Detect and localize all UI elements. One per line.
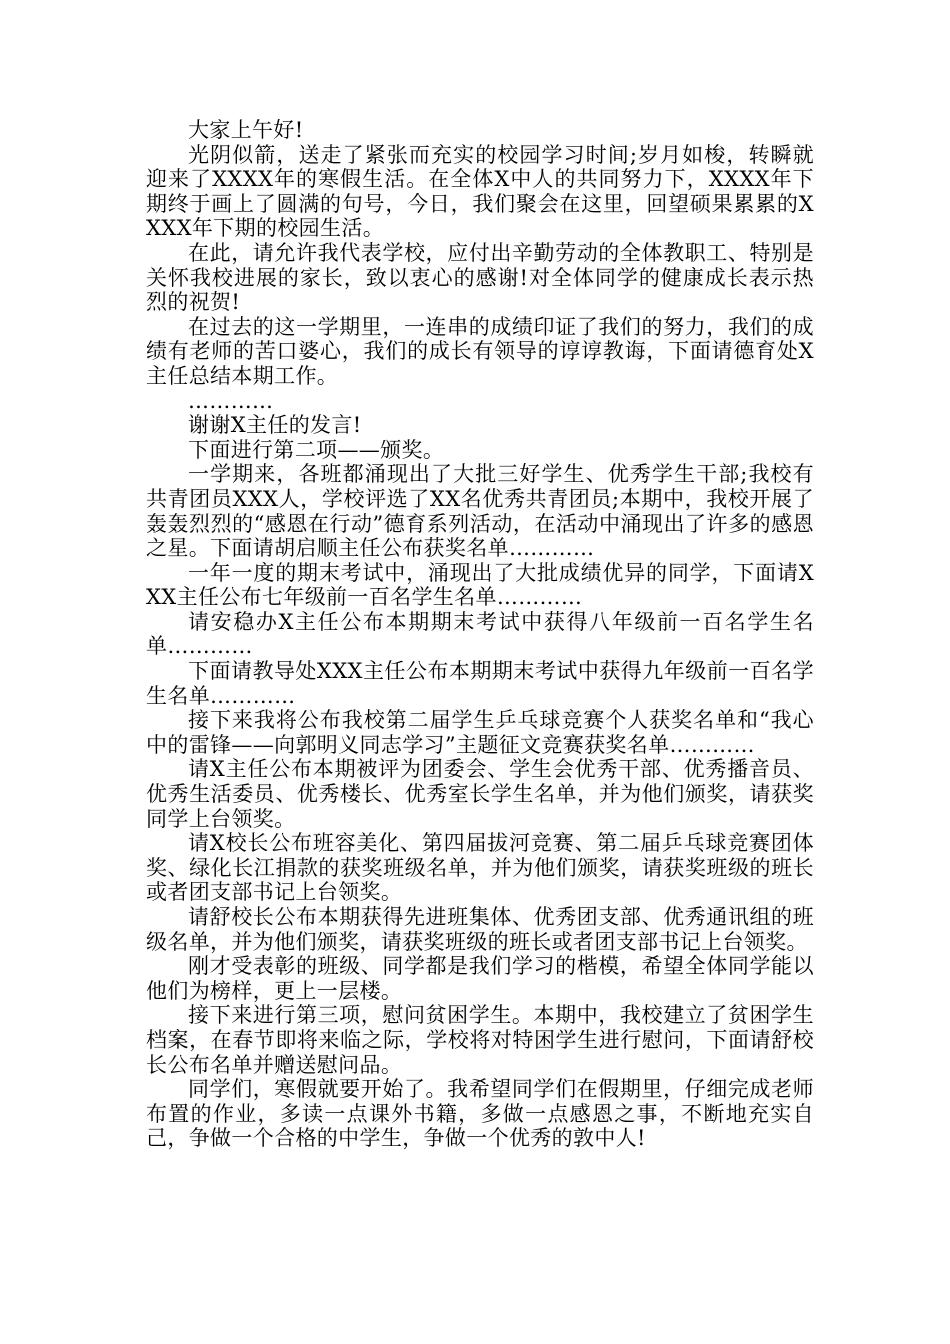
paragraph-thanks: 在此，请允许我代表学校，应付出辛勤劳动的全体教职工、特别是关怀我校进展的家长，致以衷心的感谢!对全体同学的健康成长表示热烈的祝贺! [146,240,814,315]
greeting: 大家上午好! [188,118,304,142]
paragraph-poverty-relief: 接下来进行第三项，慰问贫困学生。本期中，我校建立了贫困学生档案，在春节即将来临之际，学校将对特困学生进行慰问，下面请舒校长公布名单并赠送慰问品。 [146,1003,814,1077]
paragraph-grade-seven: 一年一度的期末考试中，涌现出了大批成绩优异的同学，下面请XXX主任公布七年级前一百名学生名单………… [146,560,814,610]
paragraph-student-cadres: 请X主任公布本期被评为团委会、学生会优秀干部、优秀播音员、优秀生活委员、优秀楼长、优秀室长学生名单，并为他们颁奖，请获奖同学上台领奖。 [146,757,814,831]
paragraph-thank-director: 谢谢X主任的发言! [188,413,362,438]
paragraph-advanced-classes: 请舒校长公布本期获得先进班集体、优秀团支部、优秀通讯组的班级名单，并为他们颁奖，请获奖班级的班长或者团支部书记上台领奖。 [146,905,814,954]
paragraph-ellipsis: ………… [188,388,274,413]
paragraph-league-members: 一学期来，各班都涌现出了大批三好学生、优秀学生干部;我校有共青团员XXX人，学校评选了XX名优秀共青团员;本期中，我校开展了轰轰烈烈的“感恩在行动”德育系列活动，在活动中涌现出了许多的感恩之星。下面请胡启顺主任公布获奖名单………… [146,462,814,561]
document-page [146,118,814,1151]
paragraph-grade-nine: 下面请教导处XXX主任公布本期期末考试中获得九年级前一百名学生名单………… [146,659,814,708]
paragraph-grade-eight: 请安稳办X主任公布本期期末考试中获得八年级前一百名学生名单………… [146,609,814,659]
paragraph-role-models: 刚才受表彰的班级、同学都是我们学习的楷模，希望全体同学能以他们为榜样，更上一层楼。 [146,954,814,1003]
paragraph-summary-intro: 在过去的这一学期里，一连串的成绩印证了我们的努力，我们的成绩有老师的苦口婆心，我们的成长有领导的谆谆教诲，下面请德育处X主任总结本期工作。 [146,314,814,388]
paragraph-opening: 光阴似箭，送走了紧张而充实的校园学习时间;岁月如梭，转瞬就迎来了XXXX年的寒假生活。在全体X中人的共同努力下，XXXX年下期终于画上了圆满的句号，今日，我们聚会在这里，回望硕果累累的XXXX年下期的校园生活。 [146,142,814,241]
paragraph-table-tennis: 接下来我将公布我校第二届学生乒乓球竞赛个人获奖名单和“我心中的雷锋——向郭明义同志学习”主题征文竞赛获奖名单………… [146,708,814,757]
paragraph-awards-heading: 下面进行第二项——颁奖。 [188,437,445,462]
paragraph-closing: 同学们，寒假就要开始了。我希望同学们在假期里，仔细完成老师布置的作业，多读一点课外书籍，多做一点感恩之事，不断地充实自己，争做一个合格的中学生，争做一个优秀的敦中人! [146,1077,814,1151]
paragraph-class-awards: 请X校长公布班容美化、第四届拔河竞赛、第二届乒乓球竞赛团体奖、绿化长江捐款的获奖班级名单，并为他们颁奖，请获奖班级的班长或者团支部书记上台领奖。 [146,831,814,905]
